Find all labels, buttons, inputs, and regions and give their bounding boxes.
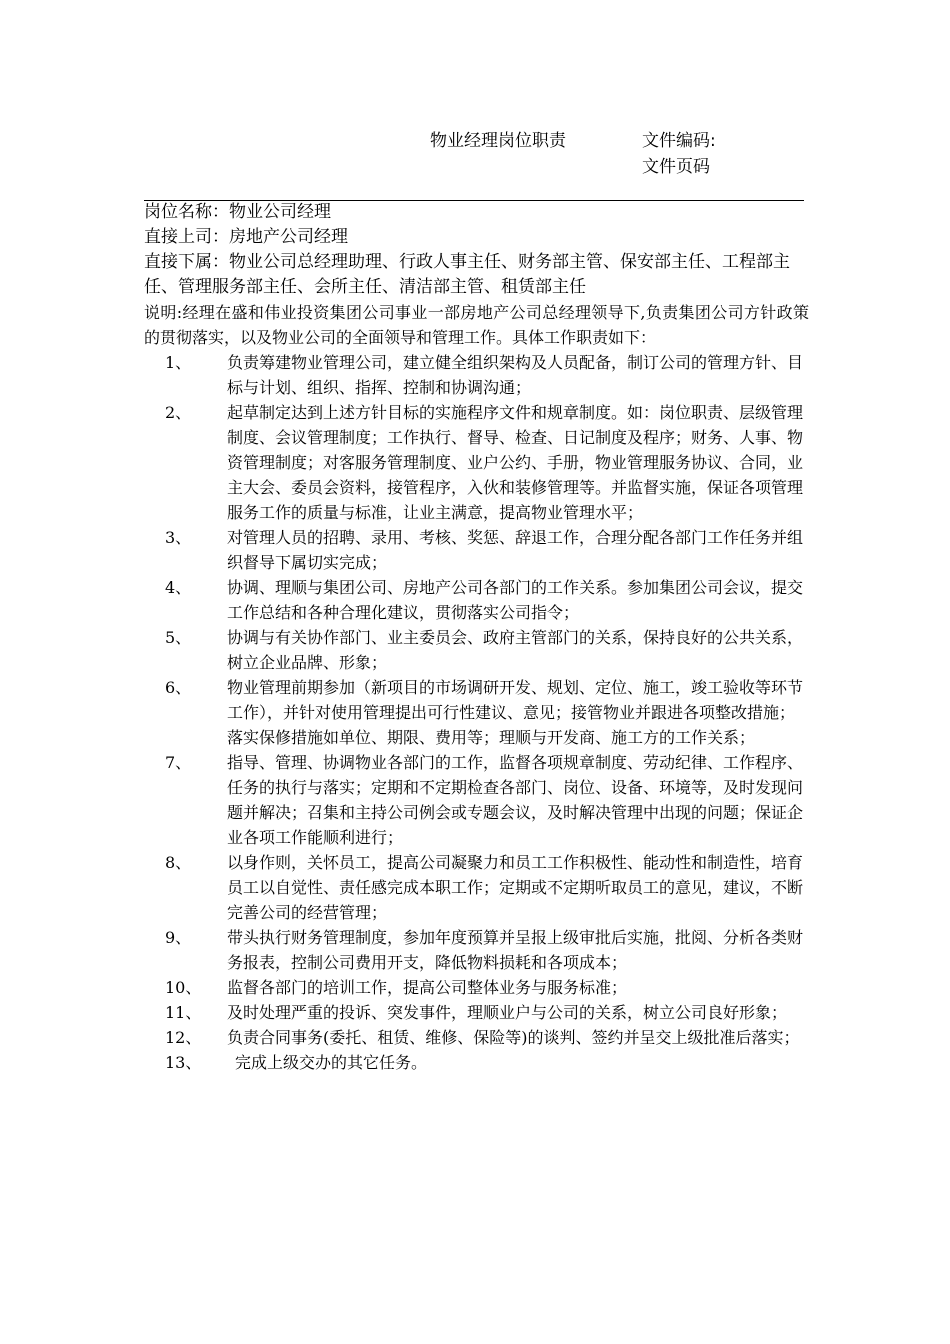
position-name: 岗位名称：物业公司经理 <box>144 202 331 222</box>
duty-number: 5、 <box>165 628 192 647</box>
duty-text: 物业管理前期参加（新项目的市场调研开发、规划、定位、施工，竣工验收等环节工作），并针对使用管理提出可行性建议、意见；接管物业并跟进各项整改措施；落实保修措施如单位、期限、费用等；理顺与开发商、施工方的工作关系； <box>227 678 804 747</box>
duty-text: 负责合同事务(委托、租赁、维修、保险等)的谈判、签约并呈交上级批准后落实； <box>227 1028 800 1047</box>
description-note: 说明:经理在盛和伟业投资集团公司事业一部房地产公司总经理领导下,负责集团公司方针政策的贯彻落实，以及物业公司的全面领导和管理工作。具体工作职责如下： <box>144 303 809 347</box>
duty-text: 监督各部门的培训工作，提高公司整体业务与服务标准； <box>227 978 628 997</box>
duty-text: 负责筹建物业管理公司，建立健全组织架构及人员配备，制订公司的管理方针、目标与计划、组织、指挥、控制和协调沟通； <box>227 353 804 397</box>
duty-number: 1、 <box>165 353 192 372</box>
duty-number: 12、 <box>165 1028 202 1047</box>
duty-text: 对管理人员的招聘、录用、考核、奖惩、辞退工作，合理分配各部门工作任务并组织督导下属切实完成； <box>227 528 804 572</box>
duty-item <box>144 525 809 575</box>
duty-text: 完成上级交办的其它任务。 <box>235 1053 428 1072</box>
duty-text: 带头执行财务管理制度，参加年度预算并呈报上级审批后实施，批阅、分析各类财务报表，控制公司费用开支，降低物料损耗和各项成本； <box>227 928 804 972</box>
duty-number: 2、 <box>165 403 192 422</box>
duty-text: 起草制定达到上述方针目标的实施程序文件和规章制度。如：岗位职责、层级管理制度、会议管理制度；工作执行、督导、检查、日记制度及程序；财务、人事、物资管理制度；对客服务管理制度、业户公约、手册，物业管理服务协议、合同，业主大会、委员会资料，接管程序，入伙和装修管理等。并监督实施，保证各项管理服务工作的质量与标准，让业主满意，提高物业管理水平； <box>227 403 804 522</box>
duty-number: 10、 <box>165 978 202 997</box>
duty-number: 7、 <box>165 753 192 772</box>
duty-text: 指导、管理、协调物业各部门的工作，监督各项规章制度、劳动纪律、工作程序、任务的执行与落实；定期和不定期检查各部门、岗位、设备、环境等，及时发现问题并解决；召集和主持公司例会或专题会议，及时解决管理中出现的问题；保证企业各项工作能顺利进行； <box>227 753 804 847</box>
duty-number: 3、 <box>165 528 192 547</box>
duty-item <box>144 1050 809 1075</box>
direct-subordinates: 直接下属：物业公司总经理助理、行政人事主任、财务部主管、保安部主任、工程部主任、管理服务部主任、会所主任、清洁部主管、租赁部主任 <box>144 252 790 297</box>
duty-text: 及时处理严重的投诉、突发事件，理顺业户与公司的关系，树立公司良好形象； <box>227 1003 788 1022</box>
duty-number: 11、 <box>165 1003 202 1022</box>
direct-superior: 直接上司：房地产公司经理 <box>144 227 348 247</box>
duty-item <box>144 400 809 525</box>
duty-item <box>144 750 809 850</box>
duty-number: 9、 <box>165 928 192 947</box>
duty-item <box>144 975 809 1000</box>
duty-number: 6、 <box>165 678 192 697</box>
document-title: 物业经理岗位职责 <box>430 131 566 151</box>
duty-item <box>144 1000 809 1025</box>
duty-item <box>144 575 809 625</box>
duties-list <box>144 350 809 1075</box>
duty-item <box>144 675 809 750</box>
duty-number: 8、 <box>165 853 192 872</box>
duty-number: 13、 <box>165 1053 202 1072</box>
file-code-label: 文件编码: <box>642 131 716 151</box>
duty-item <box>144 625 809 675</box>
duty-item <box>144 925 809 975</box>
file-page-label: 文件页码 <box>642 157 710 177</box>
duty-number: 4、 <box>165 578 192 597</box>
document-body <box>144 200 809 1075</box>
duty-text: 协调与有关协作部门、业主委员会、政府主管部门的关系，保持良好的公共关系，树立企业品牌、形象； <box>227 628 804 672</box>
duty-text: 以身作则，关怀员工，提高公司凝聚力和员工工作积极性、能动性和制造性，培育员工以自觉性、责任感完成本职工作；定期或不定期听取员工的意见，建议，不断完善公司的经营管理； <box>227 853 804 922</box>
duty-item <box>144 350 809 400</box>
duty-text: 协调、理顺与集团公司、房地产公司各部门的工作关系。参加集团公司会议，提交工作总结和各种合理化建议，贯彻落实公司指令； <box>227 578 804 622</box>
duty-item <box>144 850 809 925</box>
duty-item <box>144 1025 809 1050</box>
